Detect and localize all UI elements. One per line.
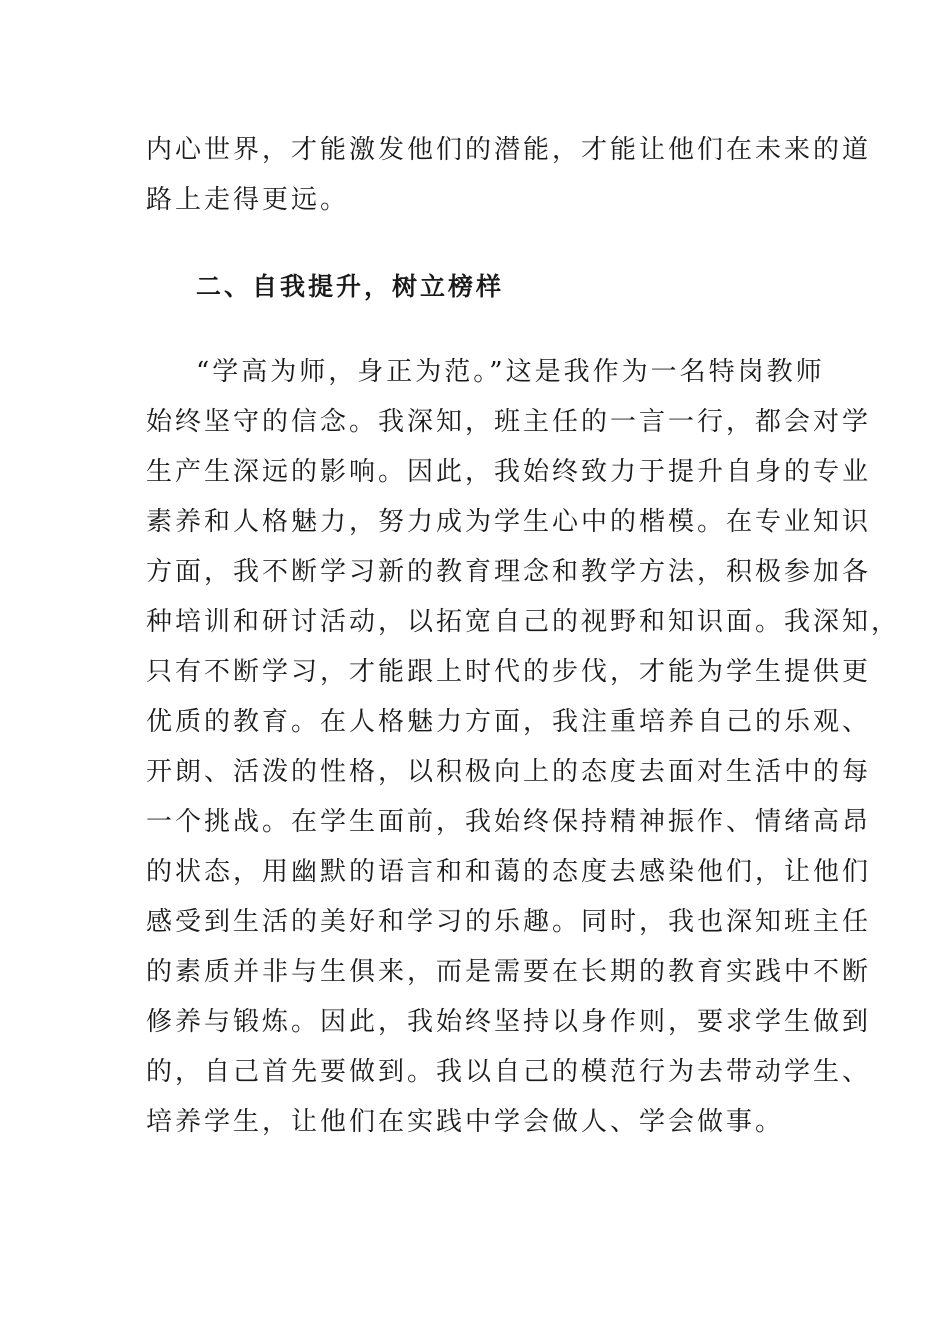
body-line-4: 素养和人格魅力，努力成为学生心中的楷模。在专业知识: [146, 507, 872, 537]
body-line-8: 优质的教育。在人格魅力方面，我注重培养自己的乐观、: [146, 707, 872, 737]
section-heading: 二、自我提升，树立榜样: [196, 272, 505, 301]
body-line-1: “学高为师，身正为范。”这是我作为一名特岗教师: [196, 357, 825, 387]
body-line-16: 培养学生，让他们在实践中学会做人、学会做事。: [146, 1107, 785, 1137]
body-line-9: 开朗、活泼的性格，以积极向上的态度去面对生活中的每: [146, 757, 872, 787]
body-line-15: 的，自己首先要做到。我以自己的模范行为去带动学生、: [146, 1057, 872, 1087]
intro-line-1: 内心世界，才能激发他们的潜能，才能让他们在未来的道: [146, 135, 872, 165]
body-line-10: 一个挑战。在学生面前，我始终保持精神振作、情绪高昂: [146, 807, 872, 837]
body-line-13: 的素质并非与生俱来，而是需要在长期的教育实践中不断: [146, 957, 872, 987]
intro-line-2: 路上走得更远。: [146, 185, 350, 215]
body-line-3: 生产生深远的影响。因此，我始终致力于提升自身的专业: [146, 457, 872, 487]
body-line-2: 始终坚守的信念。我深知，班主任的一言一行，都会对学: [146, 407, 872, 437]
body-line-14: 修养与锻炼。因此，我始终坚持以身作则，要求学生做到: [146, 1007, 872, 1037]
body-line-6: 种培训和研讨活动，以拓宽自己的视野和知识面。我深知，: [146, 607, 901, 637]
body-line-5: 方面，我不断学习新的教育理念和教学方法，积极参加各: [146, 557, 872, 587]
body-line-7: 只有不断学习，才能跟上时代的步伐，才能为学生提供更: [146, 657, 872, 687]
body-line-12: 感受到生活的美好和学习的乐趣。同时，我也深知班主任: [146, 907, 872, 937]
body-line-11: 的状态，用幽默的语言和和蔼的态度去感染他们，让他们: [146, 857, 872, 887]
